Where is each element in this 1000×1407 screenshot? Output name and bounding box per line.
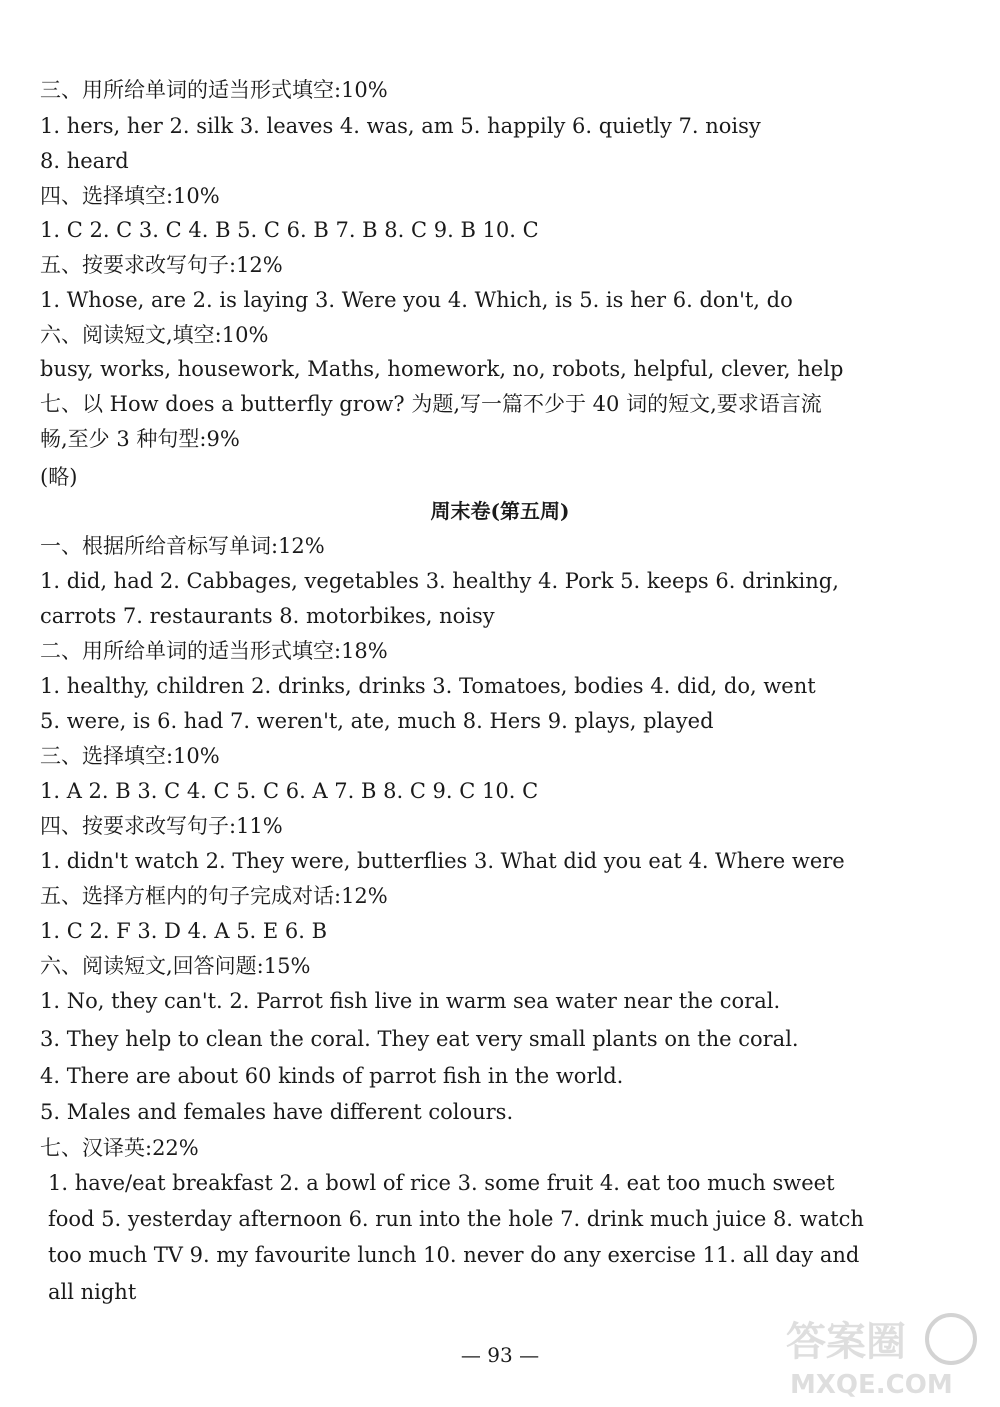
watermark-en-text: MXQE.COM (790, 1370, 953, 1400)
answer-line: 1. C 2. C 3. C 4. B 5. C 6. B 7. B 8. C 9. B 10. C (40, 218, 539, 242)
section-heading: 三、用所给单词的适当形式填空:10% (40, 78, 388, 102)
answer-line: 1. Whose, are 2. is laying 3. Were you 4. Which, is 5. is her 6. don't, do (40, 288, 793, 312)
answer-line: too much TV 9. my favourite lunch 10. never do any exercise 11. all day and (48, 1243, 860, 1267)
answer-line: 5. Males and females have different colours. (40, 1100, 514, 1124)
section-heading: 六、阅读短文,回答问题:15% (40, 954, 311, 978)
answer-line: busy, works, housework, Maths, homework, no, robots, helpful, clever, help (40, 357, 844, 381)
answer-line: 1. didn't watch 2. They were, butterflies 3. What did you eat 4. Where were (40, 849, 845, 873)
watermark-logo (776, 1309, 986, 1401)
answer-line: 1. C 2. F 3. D 4. A 5. E 6. B (40, 919, 328, 943)
answer-line: 1. No, they can't. 2. Parrot fish live in warm sea water near the coral. (40, 989, 781, 1013)
answer-line: 1. A 2. B 3. C 4. C 5. C 6. A 7. B 8. C 9. C 10. C (40, 779, 539, 803)
section-heading: 四、选择填空:10% (40, 184, 220, 208)
section-heading: 三、选择填空:10% (40, 744, 220, 768)
section-heading: 五、按要求改写句子:12% (40, 253, 283, 277)
section-heading: 七、汉译英:22% (40, 1136, 199, 1160)
answer-line: 1. did, had 2. Cabbages, vegetables 3. healthy 4. Pork 5. keeps 6. drinking, (40, 569, 839, 593)
answer-line: 8. heard (40, 149, 129, 173)
answer-line: food 5. yesterday afternoon 6. run into the hole 7. drink much juice 8. watch (48, 1207, 864, 1231)
page-number: — 93 — (460, 1343, 540, 1367)
section-heading: 六、阅读短文,填空:10% (40, 323, 269, 347)
section-heading: 四、按要求改写句子:11% (40, 814, 283, 838)
answer-line: carrots 7. restaurants 8. motorbikes, noisy (40, 604, 495, 628)
section-heading: 二、用所给单词的适当形式填空:18% (40, 639, 388, 663)
section-heading: 一、根据所给音标写单词:12% (40, 534, 325, 558)
answer-line: 3. They help to clean the coral. They eat very small plants on the coral. (40, 1027, 799, 1051)
answer-line: (略) (40, 465, 78, 489)
answer-line: 5. were, is 6. had 7. weren't, ate, much 8. Hers 9. plays, played (40, 709, 714, 733)
answer-line: 1. hers, her 2. silk 3. leaves 4. was, am 5. happily 6. quietly 7. noisy (40, 114, 761, 138)
answer-line: 4. There are about 60 kinds of parrot fish in the world. (40, 1064, 624, 1088)
section-heading: 七、以 How does a butterfly grow? 为题,写一篇不少于 40 词的短文,要求语言流 (40, 392, 822, 416)
section-heading: 五、选择方框内的句子完成对话:12% (40, 884, 388, 908)
answer-line: all night (48, 1280, 137, 1304)
watermark-cn-text: 答案圈 (786, 1319, 906, 1365)
section-heading: 畅,至少 3 种句型:9% (40, 427, 240, 451)
section-title: 周末卷(第五周) (430, 499, 570, 523)
answer-line: 1. healthy, children 2. drinks, drinks 3. Tomatoes, bodies 4. did, do, went (40, 674, 816, 698)
watermark-icon (776, 1309, 986, 1401)
answer-line: 1. have/eat breakfast 2. a bowl of rice 3. some fruit 4. eat too much sweet (48, 1171, 835, 1195)
